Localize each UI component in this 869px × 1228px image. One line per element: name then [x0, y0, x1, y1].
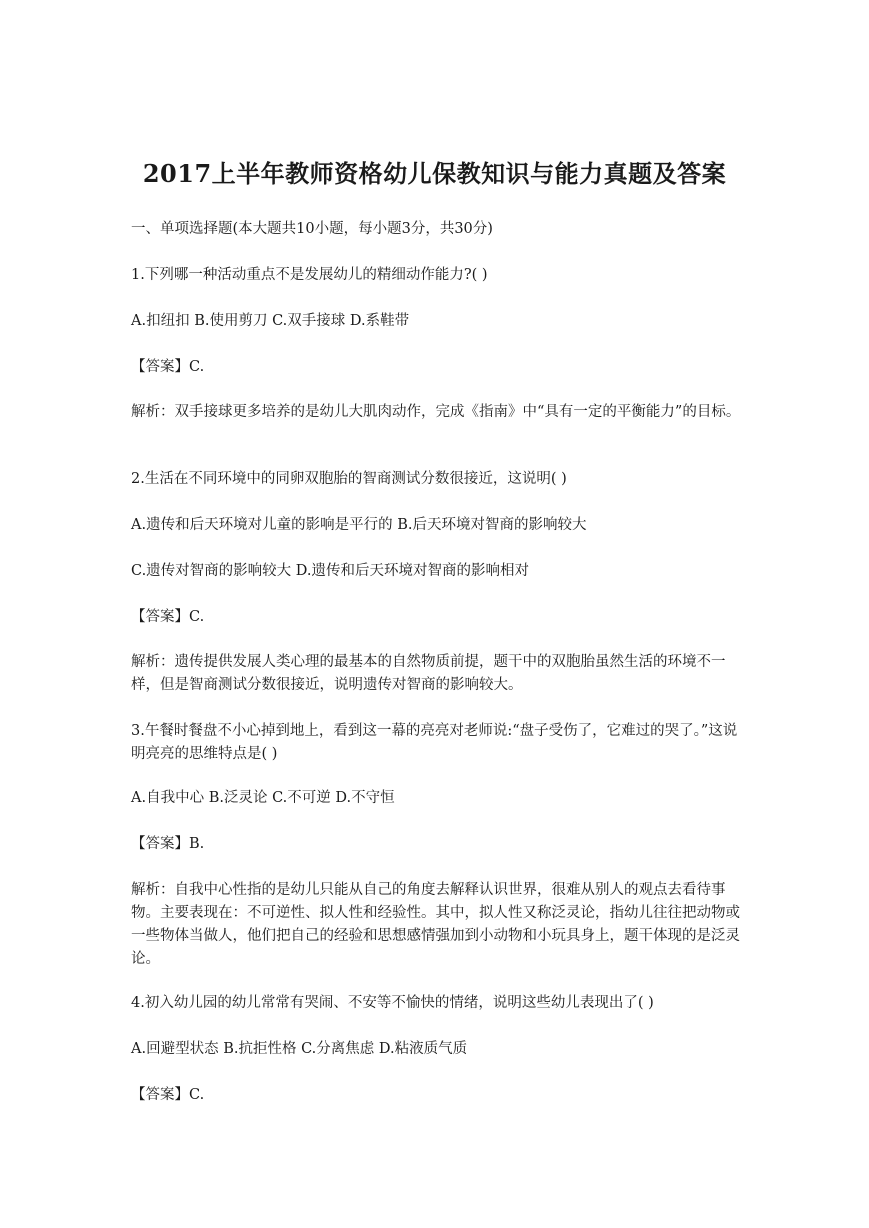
- question-2-stem: 2.生活在不同环境中的同卵双胞胎的智商测试分数很接近，这说明( ): [131, 471, 567, 487]
- question-3-answer: 【答案】B.: [131, 836, 205, 852]
- question-2-options-line1: A.遗传和后天环境对儿童的影响是平行的 B.后天环境对智商的影响较大: [131, 517, 587, 533]
- question-3-stem: 3.午餐时餐盘不小心掉到地上，看到这一幕的亮亮对老师说:“盘子受伤了，它难过的哭了。”这说明亮亮的思维特点是( ): [131, 723, 738, 762]
- question-2-analysis: 解析：遗传提供发展人类心理的最基本的自然物质前提，题干中的双胞胎虽然生活的环境不一样，但是智商测试分数很接近，说明遗传对智商的影响较大。: [131, 654, 726, 693]
- question-3-analysis: 解析：自我中心性指的是幼儿只能从自己的角度去解释认识世界，很难从别人的观点去看待事物。主要表现在：不可逆性、拟人性和经验性。其中，拟人性又称泛灵论，指幼儿往往把动物或一些物体当做人，他们把自己的经验和思想感情强加到小动物和小玩具身上，题干体现的是泛灵论。: [131, 882, 740, 967]
- question-1-options: A.扣纽扣 B.使用剪刀 C.双手接球 D.系鞋带: [131, 313, 410, 329]
- question-1-answer: 【答案】C.: [131, 359, 205, 375]
- question-4-options: A.回避型状态 B.抗拒性格 C.分离焦虑 D.粘液质气质: [131, 1041, 468, 1057]
- document-title: 2017上半年教师资格幼儿保教知识与能力真题及答案: [142, 159, 727, 188]
- question-2-answer: 【答案】C.: [131, 609, 205, 625]
- section-heading: 一、单项选择题(本大题共10小题，每小题3分，共30分): [131, 221, 493, 237]
- question-2-options-line2: C.遗传对智商的影响较大 D.遗传和后天环境对智商的影响相对: [131, 563, 530, 579]
- question-1-analysis: 解析：双手接球更多培养的是幼儿大肌肉动作，完成《指南》中“具有一定的平衡能力”的目标。: [131, 404, 741, 420]
- question-3-options: A.自我中心 B.泛灵论 C.不可逆 D.不守恒: [131, 790, 395, 806]
- question-4-answer: 【答案】C.: [131, 1087, 205, 1103]
- question-4-stem: 4.初入幼儿园的幼儿常常有哭闹、不安等不愉快的情绪，说明这些幼儿表现出了( ): [131, 995, 654, 1011]
- question-1-stem: 1.下列哪一种活动重点不是发展幼儿的精细动作能力?( ): [131, 267, 488, 283]
